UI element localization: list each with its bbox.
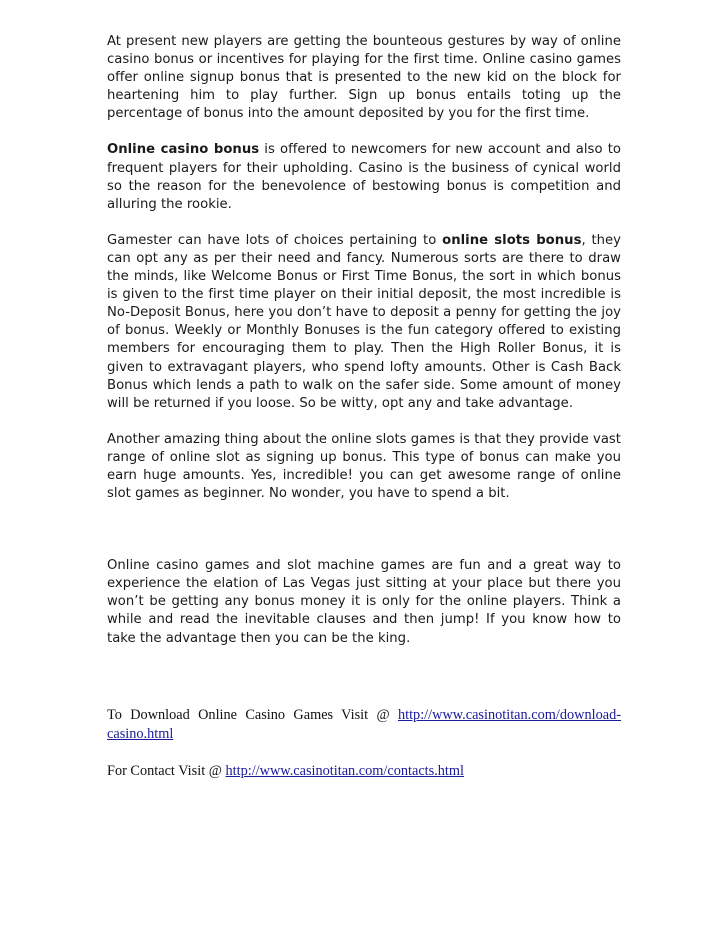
contact-prefix: For Contact Visit @ xyxy=(107,762,226,779)
download-link[interactable]: http://www.casinotitan.com/download-casino.html xyxy=(107,706,621,742)
paragraph-slots-bonus xyxy=(107,232,621,413)
spacer xyxy=(107,521,621,557)
paragraph-conclusion: Online casino games and slot machine games are fun and a great way to experience the elation of Las Vegas just sitting at your place but there you won’t be getting any bonus money it is only for the online players. Think a while and read the inevitable clauses and then jump! If you know how to take the advantage then you can be the king. xyxy=(107,558,621,646)
contact-line xyxy=(107,762,621,781)
paragraph-online-casino-bonus xyxy=(107,141,621,213)
document-page xyxy=(107,33,621,799)
contact-link[interactable]: http://www.casinotitan.com/contacts.html xyxy=(225,762,464,779)
download-prefix: To Download Online Casino Games Visit @ xyxy=(107,706,398,723)
paragraph-slots-games: Another amazing thing about the online slots games is that they provide vast range of online slot as signing up bonus. This type of bonus can make you earn huge amounts. Yes, incredible! you can get awesome range of online slot games as beginner. No wonder, you have to spend a bit. xyxy=(107,431,621,502)
paragraph-text: , they can opt any as per their need and fancy. Numerous sorts are there to draw the minds, like Welcome Bonus or First Time Bonus, the sort in which bonus is given to the first time player on their initial deposit, the most incredible is No-Deposit Bonus, here you don’t have to deposit a penny for getting the joy of bonus. Weekly or Monthly Bonuses is the fun category offered to existing members for encouraging them to play. Then the High Roller Bonus, it is given to extravagant players, who spend lofty amounts. Other is Cash Back Bonus which lends a path to walk on the safer side. Some amount of money will be returned if you loose. So be witty, opt any and take advantage. xyxy=(107,232,621,411)
paragraph-intro: At present new players are getting the bounteous gestures by way of online casino bonus or incentives for playing for the first time. Online casino games offer online signup bonus that is presented to the new kid on the block for heartening him to play further. Sign up bonus entails toting up the percentage of bonus into the amount deposited by you for the first time. xyxy=(107,34,621,122)
download-line xyxy=(107,706,621,744)
bold-term-online-casino-bonus: Online casino bonus xyxy=(107,142,260,158)
paragraph-text: is offered to newcomers for new account and also to frequent players for their upholding. Casino is the business of cynical world so the reason for the benevolence of bestowing bonus is competition and alluring the rookie. xyxy=(107,142,621,212)
spacer xyxy=(107,666,621,706)
paragraph-text: Gamester can have lots of choices pertaining to xyxy=(107,232,443,248)
bold-term-online-slots-bonus: online slots bonus xyxy=(442,232,582,248)
